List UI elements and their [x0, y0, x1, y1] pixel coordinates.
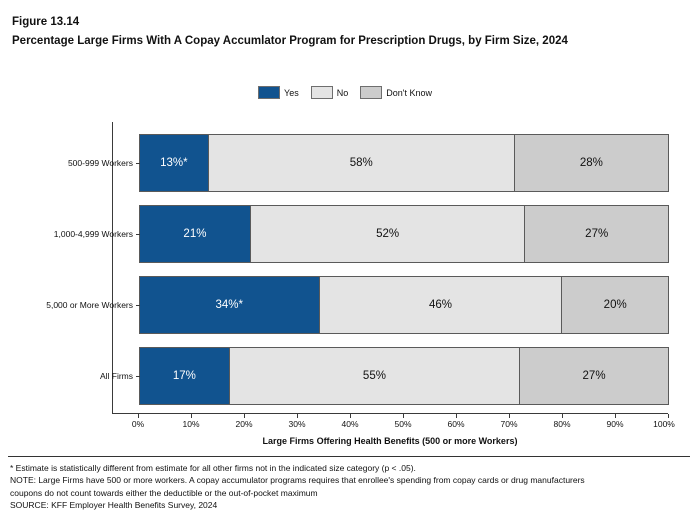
bar-segment-no: 55%: [230, 348, 520, 404]
x-tick-label: 70%: [500, 419, 518, 429]
x-tick-label: 40%: [341, 419, 359, 429]
x-tick: [403, 414, 404, 418]
axis-tick: [136, 234, 140, 235]
x-tick: [244, 414, 245, 418]
x-tick-label: 30%: [288, 419, 306, 429]
bar-segment-no: 46%: [320, 277, 563, 333]
legend-swatch-yes: [258, 86, 280, 99]
category-label-all-firms: All Firms: [99, 371, 133, 381]
axis-tick: [136, 163, 140, 164]
table-row: [99, 347, 669, 405]
legend-label-no: No: [336, 87, 349, 98]
bar-segment-no: 52%: [251, 206, 526, 262]
x-tick: [297, 414, 298, 418]
x-axis-title: Large Firms Offering Health Benefits (500 or more Workers): [262, 436, 518, 446]
footnote-note-2: coupons do not count towards either the deductible or the out-of-pocket maximum: [10, 487, 318, 498]
x-tick: [350, 414, 351, 418]
x-tick: [509, 414, 510, 418]
axis-tick: [136, 305, 140, 306]
x-tick-label: 90%: [606, 419, 624, 429]
bar-segment-no: 58%: [209, 135, 515, 191]
x-tick: [668, 414, 669, 418]
table-row: [67, 134, 669, 192]
bar-segment-yes: 13%*: [140, 135, 209, 191]
x-tick-label: 100%: [653, 419, 675, 429]
legend-label-yes: Yes: [284, 87, 299, 98]
chart-legend: [0, 86, 698, 99]
x-tick-label: 60%: [447, 419, 465, 429]
bar-segment-dont-know: 27%: [525, 206, 668, 262]
x-tick: [562, 414, 563, 418]
page-title: Percentage Large Firms With A Copay Accumlator Program for Prescription Drugs, by Firm Size, 2024: [12, 35, 568, 47]
x-axis: [112, 414, 675, 434]
bar-segment-yes: 21%: [140, 206, 251, 262]
table-row: [53, 205, 669, 263]
x-tick: [615, 414, 616, 418]
legend-item-no: [311, 86, 357, 99]
table-row: [46, 276, 669, 334]
category-label-500-999: 500-999 Workers: [67, 158, 133, 168]
footnote-note-1: NOTE: Large Firms have 500 or more workers. A copay accumulator programs requires that enrollee's spending from copay cards or drug manufacturers: [10, 475, 585, 486]
footnote-asterisk: * Estimate is statistically different from estimate for all other firms not in the indicated size category (p < .05).: [10, 463, 416, 473]
footnotes: [10, 462, 686, 512]
legend-swatch-no: [311, 86, 333, 99]
footnote-source: SOURCE: KFF Employer Health Benefits Survey, 2024: [10, 500, 218, 511]
x-tick-label: 0%: [131, 419, 145, 429]
x-tick-label: 20%: [235, 419, 253, 429]
x-tick: [456, 414, 457, 418]
legend-swatch-dont-know: [360, 86, 382, 99]
legend-item-dont-know: [360, 86, 440, 99]
bar-segment-dont-know: 28%: [515, 135, 668, 191]
x-tick-label: 10%: [182, 419, 200, 429]
footer-divider: [8, 456, 690, 457]
x-tick-label: 80%: [553, 419, 571, 429]
bar-segment-dont-know: 27%: [520, 348, 668, 404]
legend-item-yes: [258, 86, 307, 99]
plot-area: [46, 122, 668, 414]
bars-container: [46, 122, 669, 414]
category-label-1000-4999: 1,000-4,999 Workers: [53, 229, 133, 239]
x-tick-label: 50%: [394, 419, 412, 429]
x-tick: [138, 414, 139, 418]
x-tick: [191, 414, 192, 418]
legend-label-dont-know: Don't Know: [386, 87, 432, 98]
bar-segment-yes: 34%*: [140, 277, 320, 333]
title-block: [12, 14, 672, 50]
bar-segment-yes: 17%: [140, 348, 230, 404]
bar-segment-dont-know: 20%: [562, 277, 668, 333]
figure-number: Figure 13.14: [12, 16, 80, 28]
category-label-5000-or-more: 5,000 or More Workers: [46, 300, 133, 310]
axis-tick: [136, 376, 140, 377]
